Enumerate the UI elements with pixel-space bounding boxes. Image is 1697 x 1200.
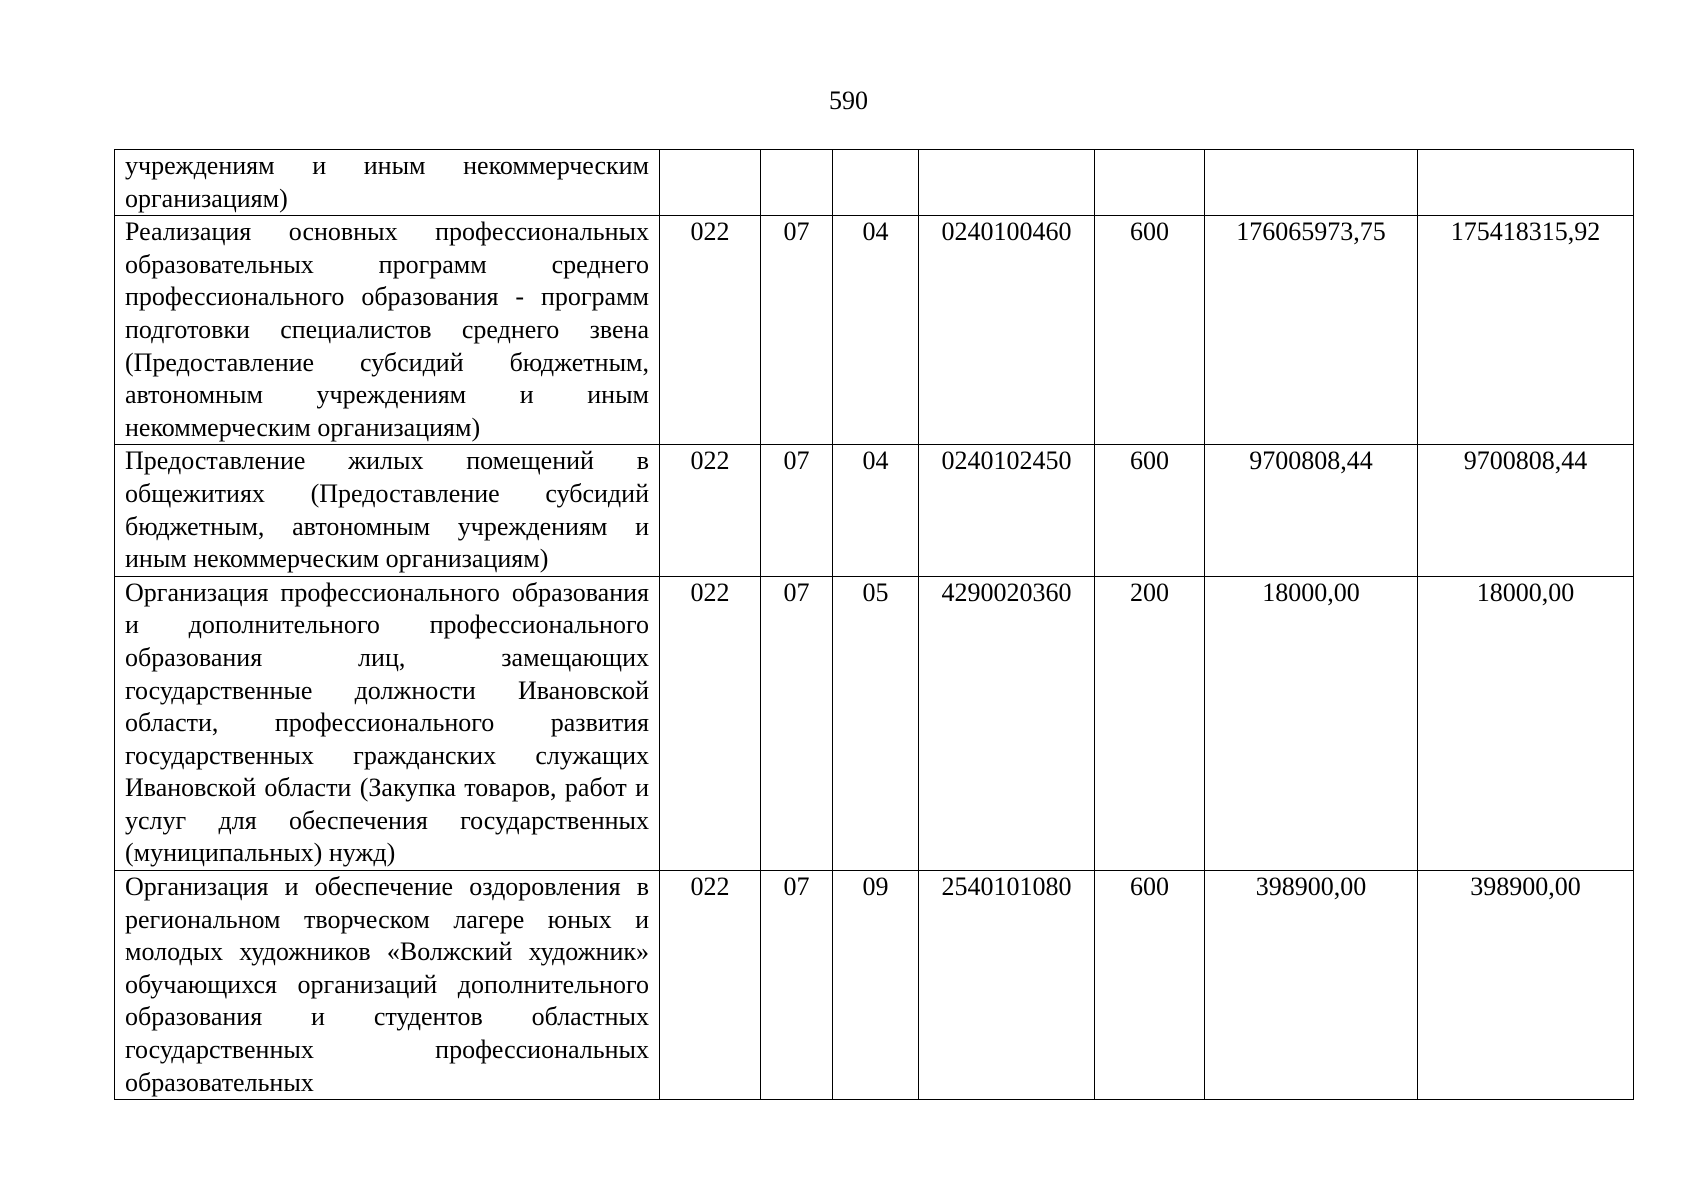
amount-cell-1: 398900,00 xyxy=(1205,871,1418,1100)
expense-type-cell: 200 xyxy=(1095,576,1205,870)
row-description: Предоставление жилых помещений в общежитиях (Предоставление субсидий бюджетным, автономным учреждениям и иным некоммерческим организациям) xyxy=(115,445,660,576)
ministry-code-cell xyxy=(660,150,761,216)
target-article-cell: 0240100460 xyxy=(919,216,1095,445)
subsection-code-cell: 09 xyxy=(833,871,919,1100)
table-row xyxy=(115,150,1634,216)
amount-cell-2: 18000,00 xyxy=(1418,576,1634,870)
expense-type-cell: 600 xyxy=(1095,445,1205,576)
row-description: Реализация основных профессиональных образовательных программ среднего профессионального образования - программ подготовки специалистов среднего звена (Предоставление субсидий бюджетным, автономным учреждениям и иным некоммерческим организациям) xyxy=(115,216,660,445)
amount-cell-1: 9700808,44 xyxy=(1205,445,1418,576)
subsection-code-cell xyxy=(833,150,919,216)
target-article-cell: 2540101080 xyxy=(919,871,1095,1100)
subsection-code-cell: 05 xyxy=(833,576,919,870)
table-row xyxy=(115,576,1634,870)
ministry-code-cell: 022 xyxy=(660,576,761,870)
ministry-code-cell: 022 xyxy=(660,871,761,1100)
amount-cell-2: 398900,00 xyxy=(1418,871,1634,1100)
amount-cell-1 xyxy=(1205,150,1418,216)
amount-cell-1: 18000,00 xyxy=(1205,576,1418,870)
section-code-cell: 07 xyxy=(761,576,833,870)
section-code-cell: 07 xyxy=(761,871,833,1100)
page-number: 590 xyxy=(829,86,868,115)
row-description: Организация профессионального образования и дополнительного профессионального образования лиц, замещающих государственные должности Ивановской области, профессионального развития государственных гражданских служащих Ивановской области (Закупка товаров, работ и услуг для обеспечения государственных (муниципальных) нужд) xyxy=(115,576,660,870)
expense-type-cell: 600 xyxy=(1095,871,1205,1100)
expense-type-cell: 600 xyxy=(1095,216,1205,445)
target-article-cell xyxy=(919,150,1095,216)
table-row xyxy=(115,216,1634,445)
target-article-cell: 0240102450 xyxy=(919,445,1095,576)
table-row xyxy=(115,445,1634,576)
section-code-cell: 07 xyxy=(761,216,833,445)
row-description: учреждениям и иным некоммерческим организациям) xyxy=(115,150,660,216)
row-description: Организация и обеспечение оздоровления в региональном творческом лагере юных и молодых художников «Волжский художник» обучающихся организаций дополнительного образования и студентов областных государственных профессиональных образовательных xyxy=(115,871,660,1100)
section-code-cell xyxy=(761,150,833,216)
subsection-code-cell: 04 xyxy=(833,216,919,445)
amount-cell-2: 175418315,92 xyxy=(1418,216,1634,445)
section-code-cell: 07 xyxy=(761,445,833,576)
expense-type-cell xyxy=(1095,150,1205,216)
amount-cell-2: 9700808,44 xyxy=(1418,445,1634,576)
amount-cell-2 xyxy=(1418,150,1634,216)
ministry-code-cell: 022 xyxy=(660,445,761,576)
subsection-code-cell: 04 xyxy=(833,445,919,576)
amount-cell-1: 176065973,75 xyxy=(1205,216,1418,445)
budget-table xyxy=(114,149,1634,1100)
table-row xyxy=(115,871,1634,1100)
target-article-cell: 4290020360 xyxy=(919,576,1095,870)
ministry-code-cell: 022 xyxy=(660,216,761,445)
